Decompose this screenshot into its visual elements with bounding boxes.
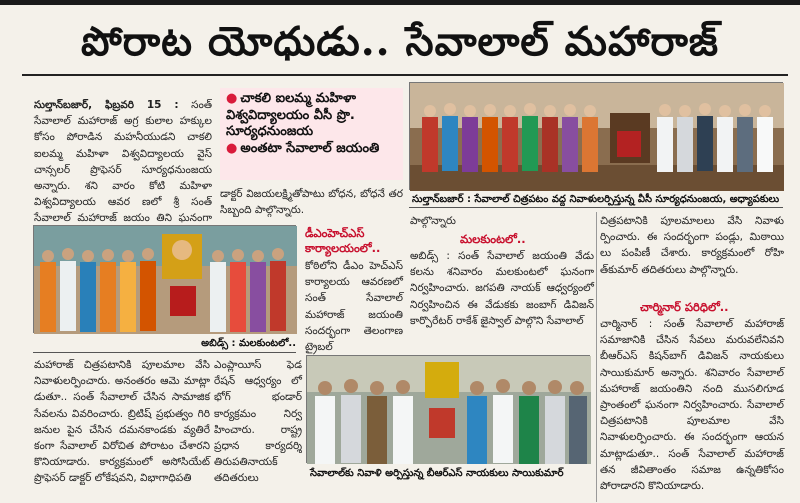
pull-quote-line-2: ● అంతటా సేవాలాల్ జయంతి: [226, 140, 380, 156]
article-intro: సంత్ సేవాలాల్ మహారాజ్ అగ్ర కులాల హక్కుల కోసం పోరాడిన మహనీయుడని చాకలి ఐలమ్మ మహిళా విశ్వవిద్యాలయ వైస్ చాన్సలర్ ప్రొఫెసర్ సూర్యధనుంజయ అన్నారు. శని వారం కోటి మహిళా విశ్వవిద్యాలయ ఆవర ణలో శ్రీ సంత్ సేవాలాల్ మహారాజ్ జయం తిని ఘనంగా: [34, 99, 213, 225]
article-column-1-continued: మహారాజ్ చిత్రపటానికి పూలమాల వేసి నివాళులర్పించారు. అనంతరం ఆమె మాట్లా డుతూ.. సంత్ సేవాలాల్ చేసిన సామాజిక సేవలను వివరించారు. బ్రిటిష్ ప్రభుత్వం గిరి జనుల పైన చేసిన దమనకాండకు వ్యతిరే కంగా సేవాలాల్ విరోచిత పోరాటం చేశారని కొనియాడారు. కార్యక్రమంలో అసోసియేట్ ప్రొఫెసర్ డాక్టర్ లోకేషవని, విభాగాధిపతి: [34, 359, 210, 485]
charminar-photo-illustration: [307, 356, 591, 464]
bullet-icon: ●: [226, 91, 238, 106]
article-column-3-top: పాల్గొన్నారు: [410, 215, 456, 227]
photo-caption-university: సుల్తాన్‌బజార్ : సేవాలాల్ చిత్రపటం వద్ద నివాళులర్పిస్తున్న వీసీ సూర్యధనుంజయ, అధ్యాపకులు: [412, 194, 780, 205]
caption-rule: [33, 352, 296, 353]
section-body-charminar: చార్మినార్ : సంత్ సేవాలాల్ మహారాజ్ సమాజానికి చేసిన సేవలు మరువలేనివని బీఆర్‌ఎస్ కిషన్‌బాగ్ డివిజన్ నాయకులు సాయికుమార్ అన్నారు. శనివారం సేవాలాల్ మహారాజ్ జయంతిని నంది ముసలిగూడ ప్రాంతంలో ఘనంగా నిర్వహించారు. సేవాలాల్ చిత్రపటానికి పూలమాల వేసి నివాళులర్పించారు. ఈ సందర్భంగా ఆయన మాట్లాడుతూ.. సంత్ సేవాలాల్ మహారాజ్ తన జీవితాంతం సమాజ ఉన్నతికోసం పోరాడారని కొనియాడారు.: [600, 318, 784, 493]
group-photo-university: [409, 82, 783, 190]
section-body-dmhs-continued: ఎంప్లాయీస్ ఫెడ రేషన్ ఆధ్వర్యం లో భోగ్ భండార్ కార్యక్రమం నిర్వ హించారు. రాష్ట్ర ప్రధాన కార్యదర్శి తిరుపతినాయక్ తదితరులు: [214, 359, 302, 485]
dateline: సుల్తాన్‌బజార్, ఫిబ్రవరి 15 :: [34, 99, 179, 111]
article-column-4-top: చిత్రపటానికి పూలమాలలు వేసి నివాళు ర్పించారు. ఈ సందర్భంగా పండ్లు, మిఠాయి లు పంపిణీ చేశారు. కార్యక్రమంలో రోహి త్‌కుమార్ తదితరులు పాల్గొన్నారు.: [600, 215, 784, 276]
column-divider: [596, 212, 597, 502]
section-heading-malakpet: మలకుంటలో..: [460, 232, 526, 246]
article-column-2-tail: [220, 186, 403, 222]
section-body-malakpet: అబిడ్స్ : సంత్ సేవాలాల్ జయంతి వేడు కలను శనివారం మలకుంటలో ఘనంగా నిర్వహించారు. జగపతి నాయక్ ఆధ్వర్యంలో నిర్వహించిన ఈ వేడుకకు జంబాగ్ డివిజన్ కార్పొరేటర్ రాకేశ్ జైస్వాల్ పాల్గొని సేవాలాల్: [410, 250, 594, 327]
headline: పోరాట యోధుడు.. సేవాలాల్ మహారాజ్: [80, 18, 720, 65]
group-photo-charminar: [306, 355, 590, 463]
section-heading-charminar: చార్మినార్ పరిధిలో..: [640, 300, 729, 314]
pull-quote-line-1: ● చాకలి ఐలమ్మ మహిళా విశ్వవిద్యాలయం వీసీ ప్రొ. సూర్యధనుంజయ: [226, 91, 356, 139]
caption-rule: [409, 207, 783, 208]
pull-quote: [220, 88, 403, 180]
headline-rule: [22, 74, 788, 76]
group-photo-illustration: [410, 83, 784, 191]
top-bar: [0, 0, 800, 5]
article-column-1: [34, 97, 212, 225]
group-photo-malakpet: [33, 225, 296, 333]
section-heading-dmhs: డీఎంహెచ్‌ఎస్ కార్యాలయంలో..: [305, 226, 381, 255]
malakpet-photo-illustration: [34, 226, 297, 334]
section-body-dmhs: కోఠిలోని డీఎం హెచ్‌ఎస్ కార్యాలయ ఆవరణలో సంత్ సేవాలాల్ మహారాజ్ జయంతి సందర్భంగా తెలంగాణ ట్రైబల్: [305, 260, 403, 354]
article-text: డాక్టర్ విజయలక్ష్మితోపాటు బోధన, బోధనే తర సిబ్బంది పాల్గొన్నారు.: [220, 188, 403, 217]
photo-caption-malakpet: అబిడ్స్ : మలకుంటలో..: [201, 338, 296, 349]
bullet-icon: ●: [226, 140, 238, 156]
photo-caption-charminar: సేవాలాల్‌కు నివాళి అర్పిస్తున్న బీఆర్‌ఎస్ నాయకులు సాయికుమార్: [310, 468, 564, 479]
